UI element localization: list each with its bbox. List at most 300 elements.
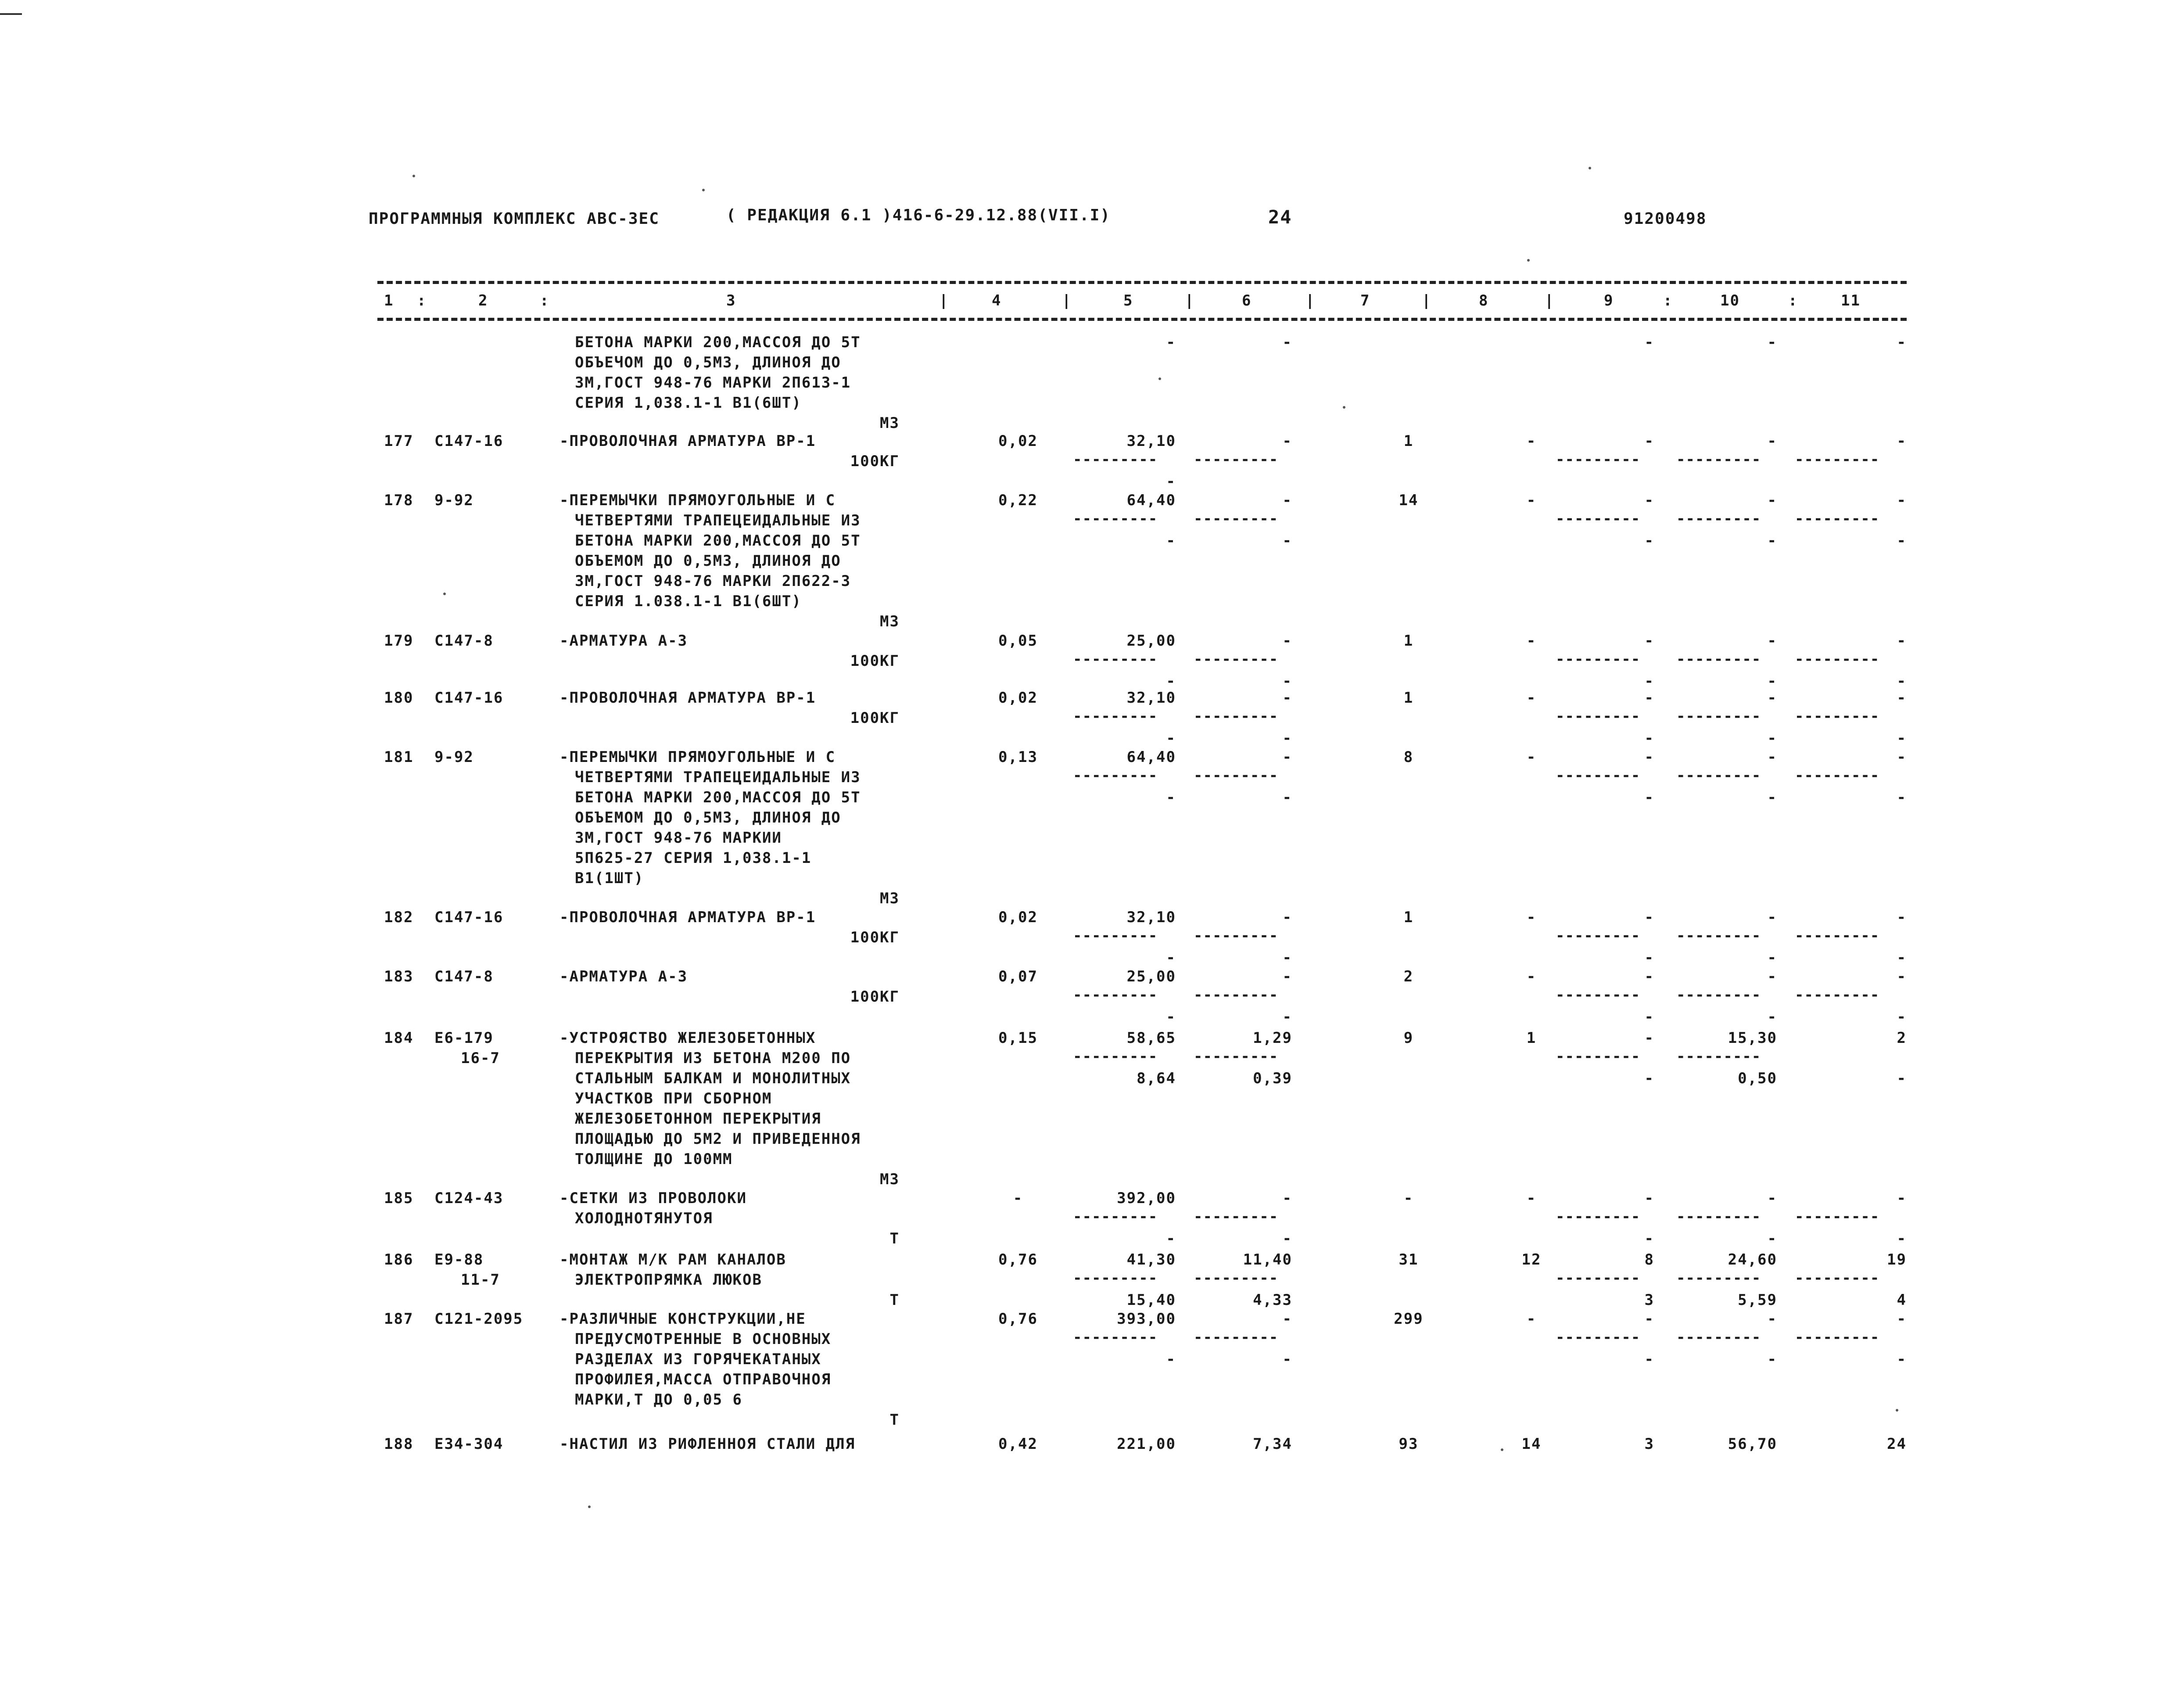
cell-c5-top: 25,00 bbox=[1126, 968, 1176, 985]
cell-col4: 0,02 bbox=[998, 909, 1038, 926]
cell-c5-bottom: - bbox=[1166, 949, 1176, 966]
scan-speck bbox=[702, 189, 705, 191]
cell-c9-divider: --------- bbox=[1556, 1329, 1641, 1346]
cell-col4: 0,13 bbox=[998, 748, 1038, 766]
cell-c5-divider: --------- bbox=[1073, 1269, 1158, 1287]
cell-c6-top: - bbox=[1282, 1310, 1292, 1328]
norm-code: С147-16 bbox=[434, 909, 504, 926]
description-line: ПРЕДУСМОТРЕННЫЕ В ОСНОВНЫХ bbox=[575, 1330, 832, 1348]
cell-c9-top: - bbox=[1644, 492, 1654, 509]
cell-col8: 1 bbox=[1526, 1029, 1537, 1047]
scan-speck bbox=[1343, 406, 1345, 409]
description-line: ПЛОЩАДЬЮ ДО 5М2 И ПРИВЕДЕННОЯ bbox=[575, 1130, 861, 1148]
norm-code: 9-92 bbox=[434, 492, 474, 509]
cell-c6-bottom: - bbox=[1282, 1230, 1292, 1247]
norm-code: С147-16 bbox=[434, 432, 504, 450]
cell-col8: - bbox=[1526, 1189, 1537, 1207]
cell-c9-bottom: - bbox=[1644, 1070, 1654, 1087]
cell-c10-divider: --------- bbox=[1676, 451, 1761, 468]
description-line: ЖЕЛЕЗОБЕТОННОМ ПЕРЕКРЫТИЯ bbox=[575, 1110, 821, 1128]
cell-c11-bottom: - bbox=[1897, 1351, 1907, 1368]
cell-c9-bottom: - bbox=[1644, 672, 1654, 690]
cell-c9-bottom: - bbox=[1644, 949, 1654, 966]
col-sep: | bbox=[939, 292, 949, 309]
cell-col8: - bbox=[1526, 492, 1537, 509]
cell-c10-top: 56,70 bbox=[1728, 1435, 1777, 1453]
cell-c6-bottom: - bbox=[1282, 532, 1292, 550]
cell-c6-divider: --------- bbox=[1194, 650, 1279, 668]
description-line: ПРОФИЛЕЯ,МАССА ОТПРАВОЧНОЯ bbox=[575, 1371, 832, 1388]
description-line: СЕРИЯ 1.038.1-1 В1(6ШТ) bbox=[575, 593, 802, 610]
cell-c5-top: 221,00 bbox=[1117, 1435, 1176, 1453]
col-header-5: 5 bbox=[1123, 292, 1133, 309]
row-number: 187 bbox=[384, 1310, 414, 1328]
col-header-11: 11 bbox=[1841, 292, 1861, 309]
unit-of-measure: МЗ bbox=[880, 414, 900, 432]
description-line: ТОЛЩИНЕ ДО 100ММ bbox=[575, 1150, 733, 1168]
cell-c11-top: - bbox=[1897, 432, 1907, 450]
norm-code: С124-43 bbox=[434, 1189, 504, 1207]
cell-col7: 1 bbox=[1403, 432, 1414, 450]
cell-c5-top: 393,00 bbox=[1117, 1310, 1176, 1328]
description-line: 5П625-27 СЕРИЯ 1,038.1-1 bbox=[575, 849, 812, 867]
cell-c9-top: - bbox=[1644, 632, 1654, 650]
norm-code: Е34-304 bbox=[434, 1435, 504, 1453]
row-number: 181 bbox=[384, 748, 414, 766]
cell-c10-divider: --------- bbox=[1676, 650, 1761, 668]
cell-c6-top: 11,40 bbox=[1243, 1251, 1292, 1268]
cell-c11-top: 19 bbox=[1887, 1251, 1907, 1268]
cell-c6-bottom: 0,39 bbox=[1253, 1070, 1292, 1087]
description-line: МАРКИ,Т ДО 0,05 6 bbox=[575, 1391, 742, 1408]
cell-c9-top: - bbox=[1644, 909, 1654, 926]
col-header-1: 1 bbox=[384, 292, 394, 309]
cell-c11-top: - bbox=[1897, 968, 1907, 985]
cell-col7: 31 bbox=[1399, 1251, 1419, 1268]
description-line: ЭЛЕКТРОПРЯМКА ЛЮКОВ bbox=[575, 1271, 762, 1289]
cell-c10-top: - bbox=[1767, 1310, 1777, 1328]
cell-col4: 0,05 bbox=[998, 632, 1038, 650]
cell-c5-divider: --------- bbox=[1073, 708, 1158, 725]
row-number: 178 bbox=[384, 492, 414, 509]
cell-c5-bottom: - bbox=[1166, 729, 1176, 747]
norm-code: Е6-179 bbox=[434, 1029, 494, 1047]
unit-of-measure: Т bbox=[889, 1411, 900, 1429]
col-sep: | bbox=[1545, 292, 1555, 309]
cell-c9-bottom: - bbox=[1644, 1351, 1654, 1368]
cell-c6-top: - bbox=[1282, 748, 1292, 766]
description-line: -АРМАТУРА А-3 bbox=[559, 968, 688, 985]
cell-col8: 14 bbox=[1521, 1435, 1542, 1453]
cell-c6-divider: --------- bbox=[1194, 510, 1279, 528]
col-header-9: 9 bbox=[1604, 292, 1614, 309]
unit-of-measure: Т bbox=[889, 1291, 900, 1309]
norm-code: С147-8 bbox=[434, 632, 494, 650]
cell-c6-divider: --------- bbox=[1194, 708, 1279, 725]
col-header-2: 2 bbox=[478, 292, 488, 309]
row-number: 184 bbox=[384, 1029, 414, 1047]
cell-c11-divider: --------- bbox=[1795, 510, 1880, 528]
cell-c9-bottom: 3 bbox=[1644, 1291, 1654, 1309]
cell-c6-divider: --------- bbox=[1194, 1048, 1279, 1065]
scan-speck bbox=[1896, 1409, 1898, 1412]
cell-c5-bottom: 8,64 bbox=[1137, 1070, 1176, 1087]
cell-c9-top: - bbox=[1644, 968, 1654, 985]
cell-col7: 1 bbox=[1403, 689, 1414, 707]
cell-c5-divider: --------- bbox=[1073, 451, 1158, 468]
cell-c10-divider: --------- bbox=[1676, 708, 1761, 725]
cell-c9-bottom: - bbox=[1644, 532, 1654, 550]
cell-c11-divider: --------- bbox=[1795, 708, 1880, 725]
cell-c9-divider: --------- bbox=[1556, 1048, 1641, 1065]
description-line: ОБЪЕМОМ ДО 0,5МЗ, ДЛИНОЯ ДО bbox=[575, 552, 841, 570]
col-header-8: 8 bbox=[1479, 292, 1489, 309]
cell-c5-divider: --------- bbox=[1073, 650, 1158, 668]
cell-col4: 0,76 bbox=[998, 1251, 1038, 1268]
cell-c11-divider: --------- bbox=[1795, 1208, 1880, 1225]
norm-code: С147-8 bbox=[434, 968, 494, 985]
cell-c5-top: 58,65 bbox=[1126, 1029, 1176, 1047]
cell-c5-top: 32,10 bbox=[1126, 689, 1176, 707]
cell-c10-bottom: - bbox=[1767, 672, 1777, 690]
cell-col8: - bbox=[1526, 432, 1537, 450]
description-line: 3М,ГОСТ 948-76 МАРКИ 2П613-1 bbox=[575, 374, 851, 392]
cell-c10-top: - bbox=[1767, 1189, 1777, 1207]
unit-of-measure: МЗ bbox=[880, 1171, 900, 1188]
cell-c9-divider: --------- bbox=[1556, 767, 1641, 784]
cell-c9-divider: --------- bbox=[1556, 510, 1641, 528]
cell-col4: 0,15 bbox=[998, 1029, 1038, 1047]
unit-of-measure: 100КГ bbox=[850, 652, 900, 670]
cell-c11-bottom: - bbox=[1897, 949, 1907, 966]
col-header-6: 6 bbox=[1242, 292, 1252, 309]
cell-c10-divider: --------- bbox=[1676, 510, 1761, 528]
cell-c6-top: 7,34 bbox=[1253, 1435, 1292, 1453]
cell-c5-top: 41,30 bbox=[1126, 1251, 1176, 1268]
cell-c11-top: - bbox=[1897, 1310, 1907, 1328]
col-sep: : bbox=[1788, 292, 1798, 309]
cell-c6-top: - bbox=[1282, 334, 1292, 351]
row-number: 188 bbox=[384, 1435, 414, 1453]
unit-of-measure: 100КГ bbox=[850, 453, 900, 470]
cell-c6-bottom: 4,33 bbox=[1253, 1291, 1292, 1309]
cell-c6-top: 1,29 bbox=[1253, 1029, 1292, 1047]
cell-c10-divider: --------- bbox=[1676, 1208, 1761, 1225]
col-sep: | bbox=[1422, 292, 1432, 309]
cell-c10-top: - bbox=[1767, 432, 1777, 450]
cell-c10-bottom: - bbox=[1767, 729, 1777, 747]
cell-c10-bottom: - bbox=[1767, 1230, 1777, 1247]
cell-c10-bottom: - bbox=[1767, 1351, 1777, 1368]
cell-c10-top: 15,30 bbox=[1728, 1029, 1777, 1047]
col-header-4: 4 bbox=[992, 292, 1002, 309]
scan-speck bbox=[588, 1505, 591, 1508]
cell-col8: - bbox=[1526, 748, 1537, 766]
norm-code: Е9-88 bbox=[434, 1251, 484, 1268]
cell-col8: 12 bbox=[1521, 1251, 1542, 1268]
cell-col4: 0,02 bbox=[998, 432, 1038, 450]
cell-c5-top: 64,40 bbox=[1126, 748, 1176, 766]
cell-c9-divider: --------- bbox=[1556, 1269, 1641, 1287]
cell-col7: 2 bbox=[1403, 968, 1414, 985]
cell-c9-top: - bbox=[1644, 1189, 1654, 1207]
description-line: ЧЕТВЕРТЯМИ ТРАПЕЦЕИДАЛЬНЫЕ ИЗ bbox=[575, 512, 861, 529]
cell-c10-bottom: 0,50 bbox=[1738, 1070, 1777, 1087]
header-edition: ( РЕДАКЦИЯ 6.1 )416-6-29.12.88(VII.I) bbox=[726, 206, 1111, 224]
cell-c10-bottom: - bbox=[1767, 949, 1777, 966]
cell-col7: 299 bbox=[1394, 1310, 1424, 1328]
unit-of-measure: 100КГ bbox=[850, 929, 900, 946]
cell-c5-bottom: - bbox=[1166, 1351, 1176, 1368]
norm-code: С147-16 bbox=[434, 689, 504, 707]
description-line: РАЗДЕЛАХ ИЗ ГОРЯЧЕКАТАНЫХ bbox=[575, 1351, 821, 1368]
cell-c9-divider: --------- bbox=[1556, 708, 1641, 725]
cell-c6-divider: --------- bbox=[1194, 986, 1279, 1004]
description-line: -ПЕРЕМЫЧКИ ПРЯМОУГОЛЬНЫЕ И С bbox=[559, 748, 836, 766]
cell-c9-top: - bbox=[1644, 748, 1654, 766]
cell-c11-top: - bbox=[1897, 748, 1907, 766]
cell-c9-divider: --------- bbox=[1556, 451, 1641, 468]
cell-col4: 0,02 bbox=[998, 689, 1038, 707]
cell-col7: 1 bbox=[1403, 909, 1414, 926]
cell-c5-divider: --------- bbox=[1073, 1048, 1158, 1065]
description-line: ОБЪЕЧОМ ДО 0,5МЗ, ДЛИНОЯ ДО bbox=[575, 354, 841, 371]
scan-speck bbox=[1527, 259, 1530, 262]
cell-col7: - bbox=[1403, 1189, 1414, 1207]
cell-c11-divider: --------- bbox=[1795, 1329, 1880, 1346]
cell-c6-top: - bbox=[1282, 689, 1292, 707]
cell-col7: 8 bbox=[1403, 748, 1414, 766]
description-line: -ПРОВОЛОЧНАЯ АРМАТУРА ВР-1 bbox=[559, 909, 816, 926]
cell-c5-bottom: - bbox=[1166, 672, 1176, 690]
cell-c9-bottom: - bbox=[1644, 789, 1654, 806]
cell-c5-top: 64,40 bbox=[1126, 492, 1176, 509]
cell-c10-bottom: 5,59 bbox=[1738, 1291, 1777, 1309]
cell-col4: 0,76 bbox=[998, 1310, 1038, 1328]
col-sep: : bbox=[417, 292, 427, 309]
cell-col8: - bbox=[1526, 1310, 1537, 1328]
description-line: БЕТОНА МАРКИ 200,МАССОЯ ДО 5Т bbox=[575, 532, 861, 550]
description-line: -ПЕРЕМЫЧКИ ПРЯМОУГОЛЬНЫЕ И С bbox=[559, 492, 836, 509]
cell-col4: 0,07 bbox=[998, 968, 1038, 985]
header-page-number: 24 bbox=[1268, 206, 1292, 228]
cell-c11-divider: --------- bbox=[1795, 650, 1880, 668]
cell-c6-bottom: - bbox=[1282, 672, 1292, 690]
cell-c11-bottom: - bbox=[1897, 532, 1907, 550]
cell-c10-top: - bbox=[1767, 748, 1777, 766]
cell-c5-bottom: 15,40 bbox=[1126, 1291, 1176, 1309]
col-header-7: 7 bbox=[1360, 292, 1370, 309]
scan-speck bbox=[1158, 377, 1161, 380]
cell-c9-divider: --------- bbox=[1556, 986, 1641, 1004]
cell-c11-bottom: - bbox=[1897, 789, 1907, 806]
row-number: 183 bbox=[384, 968, 414, 985]
cell-c10-divider: --------- bbox=[1676, 986, 1761, 1004]
header-doc-code: 91200498 bbox=[1624, 210, 1707, 228]
cell-c6-divider: --------- bbox=[1194, 1329, 1279, 1346]
cell-c11-top: - bbox=[1897, 632, 1907, 650]
cell-c11-divider: --------- bbox=[1795, 451, 1880, 468]
description-line: ОБЪЕМОМ ДО 0,5МЗ, ДЛИНОЯ ДО bbox=[575, 809, 841, 826]
cell-c11-bottom: 4 bbox=[1897, 1291, 1907, 1309]
cell-c5-bottom: - bbox=[1166, 532, 1176, 550]
description-line: БЕТОНА МАРКИ 200,МАССОЯ ДО 5Т bbox=[575, 334, 861, 351]
unit-of-measure: 100КГ bbox=[850, 709, 900, 727]
row-number: 180 bbox=[384, 689, 414, 707]
cell-c9-divider: --------- bbox=[1556, 1208, 1641, 1225]
cell-col7: 9 bbox=[1403, 1029, 1414, 1047]
description-line: -УСТРОЯСТВО ЖЕЛЕЗОБЕТОННЫХ bbox=[559, 1029, 816, 1047]
cell-c5-bottom: - bbox=[1166, 473, 1176, 490]
header-program: ПРОГРАММНЫЯ КОМПЛЕКС АВС-ЗЕС bbox=[369, 210, 660, 228]
row-number: 182 bbox=[384, 909, 414, 926]
cell-c5-divider: --------- bbox=[1073, 1208, 1158, 1225]
description-line: 3М,ГОСТ 948-76 МАРКИИ bbox=[575, 829, 782, 847]
scan-speck bbox=[412, 175, 415, 177]
cell-c5-divider: --------- bbox=[1073, 1329, 1158, 1346]
cell-c10-divider: --------- bbox=[1676, 1329, 1761, 1346]
cell-c5-top: 32,10 bbox=[1126, 432, 1176, 450]
description-line: -НАСТИЛ ИЗ РИФЛЕННОЯ СТАЛИ ДЛЯ bbox=[559, 1435, 856, 1453]
cell-c5-bottom: - bbox=[1166, 1230, 1176, 1247]
cell-col8: - bbox=[1526, 632, 1537, 650]
cell-c10-divider: --------- bbox=[1676, 1269, 1761, 1287]
unit-of-measure: 100КГ bbox=[850, 988, 900, 1006]
cell-c10-divider: --------- bbox=[1676, 1048, 1761, 1065]
description-line: БЕТОНА МАРКИ 200,МАССОЯ ДО 5Т bbox=[575, 789, 861, 806]
cell-c6-bottom: - bbox=[1282, 1008, 1292, 1026]
unit-of-measure: МЗ bbox=[880, 890, 900, 907]
col-sep: : bbox=[1663, 292, 1673, 309]
cell-c9-bottom: - bbox=[1644, 729, 1654, 747]
cell-c9-top: - bbox=[1644, 432, 1654, 450]
cell-c9-bottom: - bbox=[1644, 1008, 1654, 1026]
cell-c6-divider: --------- bbox=[1194, 1208, 1279, 1225]
cell-col7: 14 bbox=[1399, 492, 1419, 509]
cell-c5-bottom: - bbox=[1166, 789, 1176, 806]
cell-c11-top: 24 bbox=[1887, 1435, 1907, 1453]
norm-code: С121-2095 bbox=[434, 1310, 524, 1328]
cell-c10-top: - bbox=[1767, 909, 1777, 926]
cell-c9-top: 8 bbox=[1644, 1251, 1654, 1268]
cell-col8: - bbox=[1526, 689, 1537, 707]
cell-c10-top: - bbox=[1767, 632, 1777, 650]
cell-c10-top: - bbox=[1767, 492, 1777, 509]
cell-c6-bottom: - bbox=[1282, 949, 1292, 966]
cell-col4: - bbox=[1013, 1189, 1023, 1207]
cell-c9-bottom: - bbox=[1644, 1230, 1654, 1247]
cell-c11-top: - bbox=[1897, 1189, 1907, 1207]
scan-edge-mark bbox=[0, 13, 22, 15]
cell-c5-bottom: - bbox=[1166, 1008, 1176, 1026]
cell-col8: - bbox=[1526, 968, 1537, 985]
cell-c6-bottom: - bbox=[1282, 729, 1292, 747]
cell-c11-top: - bbox=[1897, 334, 1907, 351]
cell-c6-top: - bbox=[1282, 968, 1292, 985]
cell-c6-divider: --------- bbox=[1194, 1269, 1279, 1287]
cell-c10-divider: --------- bbox=[1676, 767, 1761, 784]
cell-c5-divider: --------- bbox=[1073, 986, 1158, 1004]
cell-c11-top: - bbox=[1897, 909, 1907, 926]
cell-c11-bottom: - bbox=[1897, 729, 1907, 747]
cell-col4: 0,42 bbox=[998, 1435, 1038, 1453]
description-line: В1(1ШТ) bbox=[575, 869, 644, 887]
cell-c6-bottom: - bbox=[1282, 1351, 1292, 1368]
cell-c11-bottom: - bbox=[1897, 1070, 1907, 1087]
description-line: -АРМАТУРА А-3 bbox=[559, 632, 688, 650]
col-sep: : bbox=[540, 292, 550, 309]
cell-c10-bottom: - bbox=[1767, 789, 1777, 806]
description-line: 3М,ГОСТ 948-76 МАРКИ 2П622-3 bbox=[575, 572, 851, 590]
description-line: ПЕРЕКРЫТИЯ ИЗ БЕТОНА М200 ПО bbox=[575, 1049, 851, 1067]
unit-of-measure: Т bbox=[889, 1230, 900, 1247]
cell-col7: 93 bbox=[1399, 1435, 1419, 1453]
cell-c11-divider: --------- bbox=[1795, 767, 1880, 784]
cell-col8: - bbox=[1526, 909, 1537, 926]
cell-c9-top: 3 bbox=[1644, 1435, 1654, 1453]
header-rule-bottom bbox=[377, 318, 1907, 321]
cell-c10-bottom: - bbox=[1767, 532, 1777, 550]
cell-c11-bottom: - bbox=[1897, 1008, 1907, 1026]
cell-c6-top: - bbox=[1282, 492, 1292, 509]
cell-c5-top: 32,10 bbox=[1126, 909, 1176, 926]
col-header-10: 10 bbox=[1720, 292, 1740, 309]
cell-c11-divider: --------- bbox=[1795, 1269, 1880, 1287]
description-line: -РАЗЛИЧНЫЕ КОНСТРУКЦИИ,НЕ bbox=[559, 1310, 806, 1328]
cell-col7: 1 bbox=[1403, 632, 1414, 650]
scan-speck bbox=[1501, 1448, 1503, 1451]
cell-c9-top: - bbox=[1644, 1029, 1654, 1047]
cell-c5-top: 25,00 bbox=[1126, 632, 1176, 650]
cell-c10-top: - bbox=[1767, 689, 1777, 707]
cell-c10-divider: --------- bbox=[1676, 927, 1761, 945]
row-number: 185 bbox=[384, 1189, 414, 1207]
header-rule-top bbox=[377, 281, 1907, 284]
cell-c6-divider: --------- bbox=[1194, 451, 1279, 468]
cell-c11-top: 2 bbox=[1897, 1029, 1907, 1047]
cell-c10-top: 24,60 bbox=[1728, 1251, 1777, 1268]
cell-c11-bottom: - bbox=[1897, 1230, 1907, 1247]
cell-c11-top: - bbox=[1897, 689, 1907, 707]
norm-code-secondary: 11-7 bbox=[461, 1271, 500, 1289]
cell-c11-bottom: - bbox=[1897, 672, 1907, 690]
description-line: -ПРОВОЛОЧНАЯ АРМАТУРА ВР-1 bbox=[559, 432, 816, 450]
norm-code: 9-92 bbox=[434, 748, 474, 766]
description-line: СЕРИЯ 1,038.1-1 В1(6ШТ) bbox=[575, 394, 802, 412]
cell-c6-top: - bbox=[1282, 909, 1292, 926]
description-line: УЧАСТКОВ ПРИ СБОРНОМ bbox=[575, 1090, 772, 1107]
description-line: ХОЛОДНОТЯНУТОЯ bbox=[575, 1210, 713, 1227]
description-line: СТАЛЬНЫМ БАЛКАМ И МОНОЛИТНЫХ bbox=[575, 1070, 851, 1087]
cell-c9-top: - bbox=[1644, 689, 1654, 707]
cell-col4: 0,22 bbox=[998, 492, 1038, 509]
cell-c10-bottom: - bbox=[1767, 1008, 1777, 1026]
description-line: -ПРОВОЛОЧНАЯ АРМАТУРА ВР-1 bbox=[559, 689, 816, 707]
cell-c11-divider: --------- bbox=[1795, 986, 1880, 1004]
cell-c5-top: 392,00 bbox=[1117, 1189, 1176, 1207]
col-sep: | bbox=[1062, 292, 1072, 309]
cell-c5-divider: --------- bbox=[1073, 767, 1158, 784]
description-line: -СЕТКИ ИЗ ПРОВОЛОКИ bbox=[559, 1189, 747, 1207]
row-number: 186 bbox=[384, 1251, 414, 1268]
cell-c5-divider: --------- bbox=[1073, 510, 1158, 528]
description-line: -МОНТАЖ М/К РАМ КАНАЛОВ bbox=[559, 1251, 786, 1268]
col-header-3: 3 bbox=[726, 292, 736, 309]
cell-c6-top: - bbox=[1282, 1189, 1292, 1207]
cell-c10-top: - bbox=[1767, 968, 1777, 985]
cell-c9-divider: --------- bbox=[1556, 650, 1641, 668]
cell-c9-top: - bbox=[1644, 1310, 1654, 1328]
